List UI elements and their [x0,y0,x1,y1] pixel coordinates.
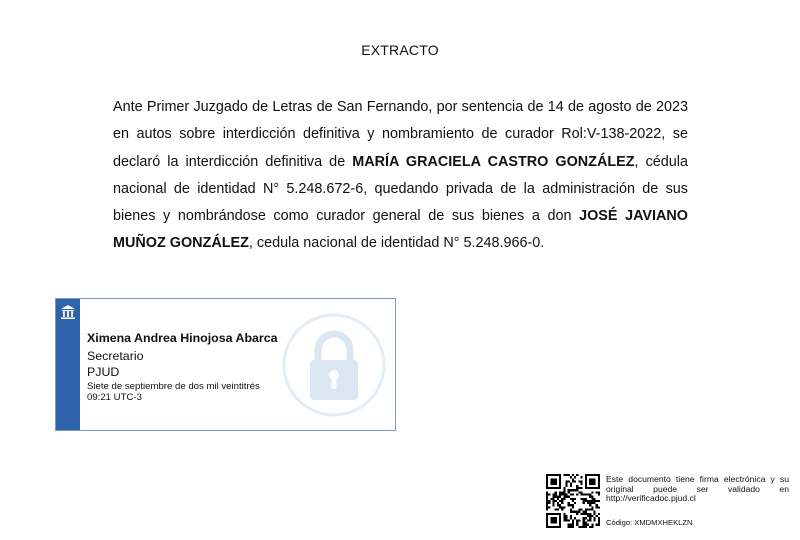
verification-text: Este documento tiene firma electrónica y su original puede ser validado en http://verificadoc.pjud.cl [606,474,789,504]
courthouse-icon [60,304,76,320]
lock-icon [282,313,386,417]
body-text-part-2: , cédula nacional de identidad N° 5.248.672-6, quedando privada de la administración de sus bienes y nombrándose como curador general de sus bienes a don [113,153,689,225]
signer-name: Ximena Andrea Hinojosa Abarca [87,331,278,345]
extract-body [113,94,688,258]
electronic-signature-box [55,298,396,431]
body-text-part-1: Ante Primer Juzgado de Letras de San Fernando, por sentencia de 14 de agosto de 2023 en autos sobre interdicción definitiva y nombramiento de curador Rol:V-138-2022, se declaró la interdicción definitiva de [113,99,688,170]
verification-block [546,474,790,530]
signature-side-bar [56,299,80,430]
person-name-curator: JOSÉ JAVIANO MUÑOZ GONZÁLEZ [113,208,688,252]
signature-datetime [87,382,260,403]
signature-time: 09:21 UTC-3 [87,391,142,403]
document-title: EXTRACTO [361,42,439,58]
signature-date: Siete de septiembre de dos mil veintitrés [87,381,260,392]
body-text-part-3: , cedula nacional de identidad N° 5.248.966-0. [248,235,545,252]
qr-code-icon [546,474,600,528]
signer-organization: PJUD [87,365,120,379]
signer-role: Secretario [87,349,144,363]
verification-code: Código: XMDMXHEKLZN [606,518,693,527]
person-name-interdicted: MARÍA GRACIELA CASTRO GONZÁLEZ [352,153,635,170]
